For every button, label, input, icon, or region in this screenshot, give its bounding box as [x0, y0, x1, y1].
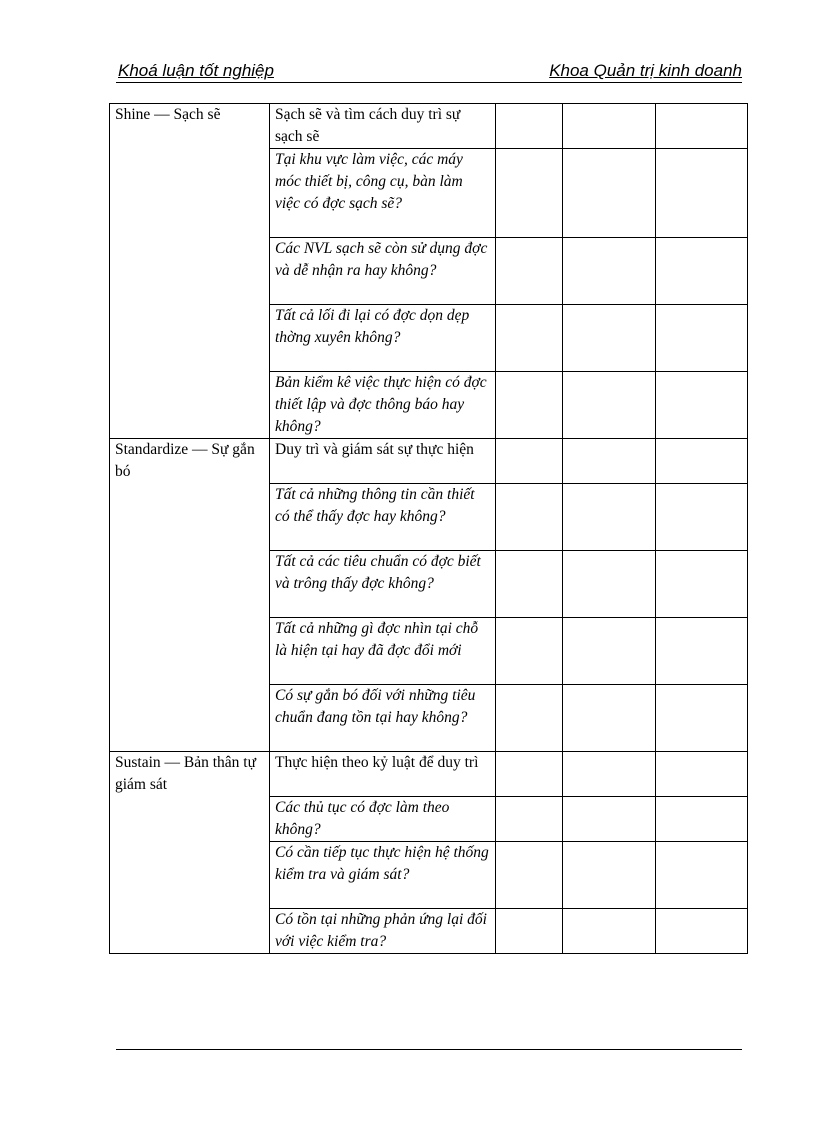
question-cell: Tại khu vực làm việc, các máy móc thiết bị, công cụ, bàn làm việc có đợc sạch sẽ? — [270, 149, 496, 238]
blank-cell — [656, 618, 748, 685]
blank-cell — [656, 238, 748, 305]
question-cell: Có tồn tại những phản ứng lại đối với việc kiểm tra? — [270, 909, 496, 954]
blank-cell — [563, 551, 656, 618]
header-thesis-title: Khoá luận tốt nghiệp — [118, 61, 274, 80]
question-cell: Các thủ tục có đợc làm theo không? — [270, 797, 496, 842]
blank-cell — [563, 372, 656, 439]
question-cell: Tất cả các tiêu chuẩn có đợc biết và trông thấy đợc không? — [270, 551, 496, 618]
question-cell: Có sự gắn bó đối với những tiêu chuẩn đang tồn tại hay không? — [270, 685, 496, 752]
blank-cell — [656, 797, 748, 842]
blank-cell — [656, 551, 748, 618]
blank-cell — [656, 305, 748, 372]
page-header — [116, 60, 742, 83]
blank-cell — [656, 372, 748, 439]
blank-cell — [563, 439, 656, 484]
5s-checklist-table — [109, 103, 748, 954]
blank-cell — [656, 439, 748, 484]
blank-cell — [496, 104, 563, 149]
blank-cell — [563, 909, 656, 954]
blank-cell — [563, 305, 656, 372]
blank-cell — [563, 797, 656, 842]
table-row — [110, 752, 748, 797]
requirement-cell: Thực hiện theo kỷ luật để duy trì — [270, 752, 496, 797]
blank-cell — [563, 685, 656, 752]
question-cell: Tất cả những gì đợc nhìn tại chỗ là hiện tại hay đã đợc đổi mới — [270, 618, 496, 685]
blank-cell — [563, 484, 656, 551]
table-row — [110, 104, 748, 149]
blank-cell — [496, 752, 563, 797]
category-cell: Sustain — Bản thân tự giám sát — [110, 752, 270, 954]
blank-cell — [496, 618, 563, 685]
blank-cell — [563, 104, 656, 149]
blank-cell — [563, 238, 656, 305]
blank-cell — [496, 372, 563, 439]
blank-cell — [496, 842, 563, 909]
blank-cell — [656, 104, 748, 149]
question-cell: Có cần tiếp tục thực hiện hệ thống kiểm tra và giám sát? — [270, 842, 496, 909]
blank-cell — [563, 618, 656, 685]
blank-cell — [496, 685, 563, 752]
table-row — [110, 439, 748, 484]
footer-divider — [116, 1049, 742, 1050]
question-cell: Các NVL sạch sẽ còn sử dụng đợc và dễ nhận ra hay không? — [270, 238, 496, 305]
requirement-cell: Duy trì và giám sát sự thực hiện — [270, 439, 496, 484]
blank-cell — [563, 842, 656, 909]
blank-cell — [656, 484, 748, 551]
blank-cell — [563, 752, 656, 797]
blank-cell — [656, 752, 748, 797]
blank-cell — [496, 551, 563, 618]
blank-cell — [656, 909, 748, 954]
blank-cell — [496, 238, 563, 305]
category-cell: Standardize — Sự gắn bó — [110, 439, 270, 752]
question-cell: Tất cả những thông tin cần thiết có thể thấy đợc hay không? — [270, 484, 496, 551]
question-cell: Tất cả lối đi lại có đợc dọn dẹp thờng xuyên không? — [270, 305, 496, 372]
blank-cell — [496, 149, 563, 238]
blank-cell — [563, 149, 656, 238]
blank-cell — [656, 149, 748, 238]
blank-cell — [656, 685, 748, 752]
blank-cell — [496, 305, 563, 372]
blank-cell — [656, 842, 748, 909]
question-cell: Bản kiểm kê việc thực hiện có đợc thiết lập và đợc thông báo hay không? — [270, 372, 496, 439]
blank-cell — [496, 909, 563, 954]
header-faculty-name: Khoa Quản trị kinh doanh — [549, 61, 742, 80]
blank-cell — [496, 797, 563, 842]
blank-cell — [496, 484, 563, 551]
requirement-cell: Sạch sẽ và tìm cách duy trì sự sạch sẽ — [270, 104, 496, 149]
blank-cell — [496, 439, 563, 484]
category-cell: Shine — Sạch sẽ — [110, 104, 270, 439]
